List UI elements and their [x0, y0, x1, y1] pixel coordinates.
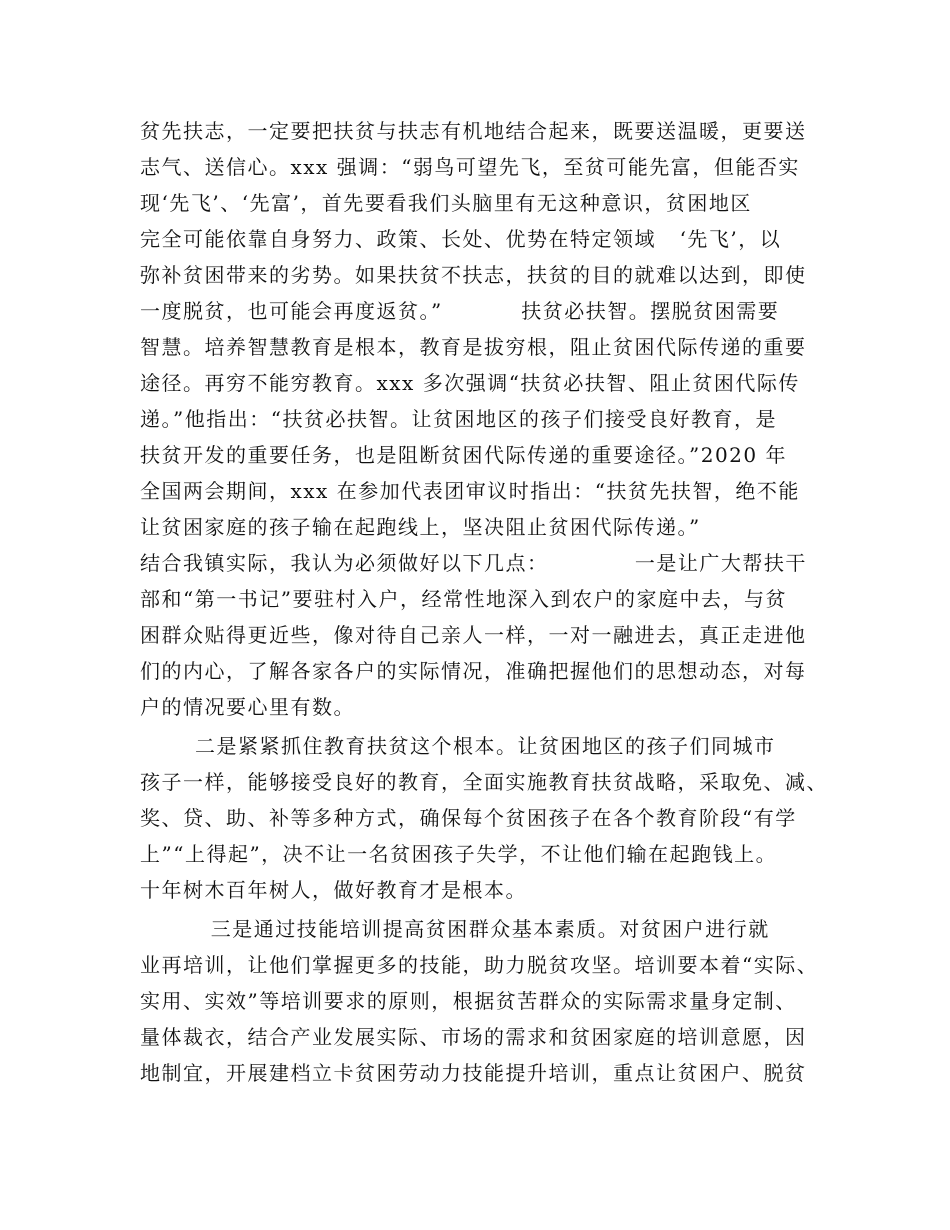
text-line: 智慧。培养智慧教育是根本，教育是拔穷根，阻止贫困代际传递的重要	[140, 335, 807, 359]
text-line: 孩子一样，能够接受良好的教育，全面实施教育扶贫战略，采取免、减、	[140, 770, 828, 794]
text-line: 地制宜，开展建档立卡贫困劳动力技能提升培训，重点让贫困户、脱贫	[140, 1061, 807, 1085]
text-line: 业再培训，让他们掌握更多的技能，助力脱贫攻坚。培训要本着“实际、	[140, 953, 819, 977]
text-line: 志气、送信心。xxx 强调：“弱鸟可望先飞，至贫可能先富，但能否实	[140, 155, 800, 179]
text-line: 户的情况要心里有数。	[140, 695, 355, 719]
text-line: 实用、实效”等培训要求的原则，根据贫苦群众的实际需求量身定制、	[140, 989, 797, 1013]
text-line: 结合我镇实际，我认为必须做好以下几点： 一是让广大帮扶干	[140, 551, 807, 575]
text-line: 弥补贫困带来的劣势。如果扶贫不扶志，扶贫的目的就难以达到，即使	[140, 263, 807, 287]
text-line: 一度脱贫，也可能会再度返贫。” 扶贫必扶智。摆脱贫困需要	[140, 299, 780, 323]
text-line: 二是紧紧抓住教育扶贫这个根本。让贫困地区的孩子们同城市	[140, 734, 776, 758]
text-line: 贫先扶志，一定要把扶贫与扶志有机地结合起来，既要送温暖，更要送	[140, 119, 807, 143]
text-line: 上”“上得起”，决不让一名贫困孩子失学，不让他们输在起跑钱上。	[140, 842, 778, 866]
text-line: 困群众贴得更近些，像对待自己亲人一样，一对一融进去，真正走进他	[140, 623, 807, 647]
text-line: 十年树木百年树人，做好教育才是根本。	[140, 878, 527, 902]
text-line: 现‘先飞’、‘先富’，首先要看我们头脑里有无这种意识，贫困地区	[140, 191, 752, 215]
text-line: 途径。再穷不能穷教育。xxx 多次强调“扶贫必扶智、阻止贫困代际传	[140, 371, 800, 395]
text-line: 量体裁衣，结合产业发展实际、市场的需求和贫困家庭的培训意愿，因	[140, 1025, 807, 1049]
text-line: 让贫困家庭的孩子输在起跑线上，坚决阻止贫困代际传递。”	[140, 515, 701, 539]
text-line: 部和“第一书记”要驻村入户，经常性地深入到农户的家庭中去，与贫	[140, 587, 787, 611]
text-line: 三是通过技能培训提高贫困群众基本素质。对贫困户进行就	[140, 917, 770, 941]
text-line: 全国两会期间，xxx 在参加代表团审议时指出：“扶贫先扶智，绝不能	[140, 479, 800, 503]
text-line: 完全可能依靠自身努力、政策、长处、优势在特定领域 ‘先飞’，以	[140, 227, 782, 251]
text-line: 扶贫开发的重要任务，也是阻断贫困代际传递的重要途径。”2020 年	[140, 443, 787, 467]
text-line: 们的内心，了解各家各户的实际情况，准确把握他们的思想动态，对每	[140, 659, 807, 683]
text-line: 奖、贷、助、补等多种方式，确保每个贫困孩子在各个教育阶段“有学	[140, 806, 797, 830]
text-line: 递。”他指出：“扶贫必扶智。让贫困地区的孩子们接受良好教育，是	[140, 407, 777, 431]
